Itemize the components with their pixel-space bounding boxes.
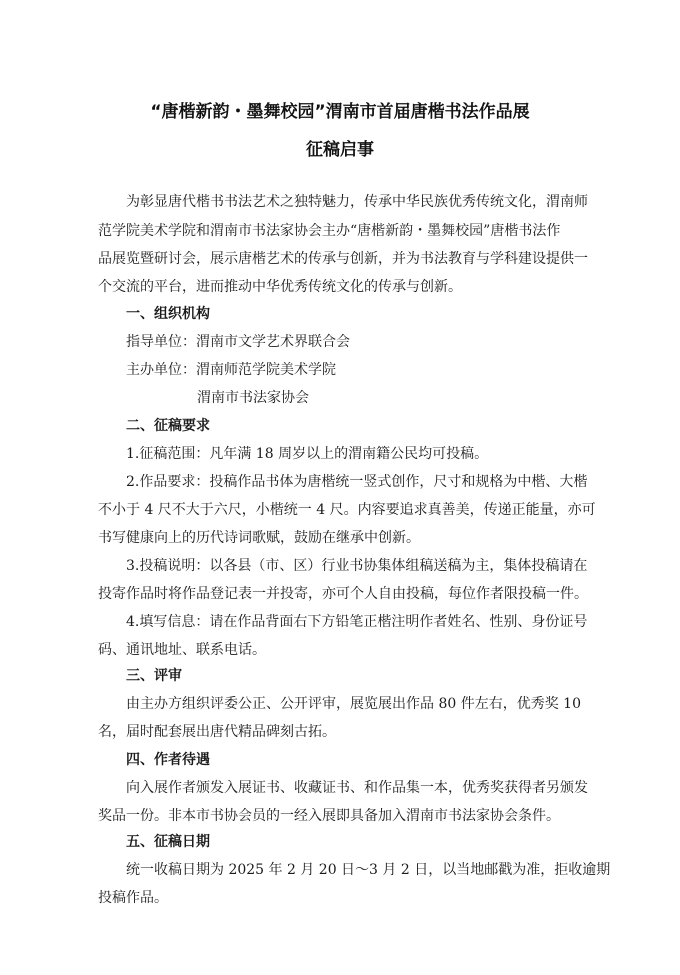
section-line: 书写健康向上的历代诗词歌赋，鼓励在继承中创新。 — [98, 530, 420, 546]
intro-line: 品展览暨研讨会，展示唐楷艺术的传承与创新，并为书法教育与学科建设提供一 — [98, 251, 588, 267]
section-line: 2.作品要求：投稿作品书体为唐楷统一竖式创作，尺寸和规格为中楷、大楷 — [126, 474, 588, 490]
section-line: 奖品一份。非本市书协会员的一经入展即具备加入渭南市书法家协会条件。 — [98, 808, 560, 824]
intro-line: 为彰显唐代楷书书法艺术之独特魅力，传承中华民族优秀传统文化，渭南师 — [126, 194, 588, 210]
section-line: 名，届时配套展出唐代精品碑刻古拓。 — [98, 724, 336, 740]
section-heading-review: 三、评审 — [126, 668, 182, 684]
section-line: 4.填写信息：请在作品背面右下方铅笔正楷注明作者姓名、性别、身份证号 — [126, 614, 588, 630]
section-line: 统一收稿日期为 2025 年 2 月 20 日～3 月 2 日，以当地邮戳为准，拒收逾期 — [126, 862, 611, 878]
section-line: 投稿作品。 — [98, 890, 168, 906]
section-line: 3.投稿说明：以各县（市、区）行业书协集体组稿送稿为主，集体投稿请在 — [126, 558, 588, 574]
section-line: 由主办方组织评委公正、公开评审，展览展出作品 80 件左右，优秀奖 10 — [126, 696, 581, 712]
section-heading-requirements: 二、征稿要求 — [126, 418, 210, 434]
section-heading-organization: 一、组织机构 — [126, 306, 210, 322]
section-line: 1.征稿范围：凡年满 18 周岁以上的渭南籍公民均可投稿。 — [126, 446, 489, 462]
section-line: 主办单位：渭南师范学院美术学院 — [126, 362, 336, 378]
intro-line: 范学院美术学院和渭南市书法家协会主办“唐楷新韵・墨舞校园”唐楷书法作 — [98, 223, 561, 239]
document-subtitle: 征稿启事 — [306, 140, 374, 160]
section-line: 向入展作者颁发入展证书、收藏证书、和作品集一本，优秀奖获得者另颁发 — [126, 780, 588, 796]
section-line: 不小于 4 尺不大于六尺，小楷统一 4 尺。内容要追求真善美，传递正能量，亦可 — [98, 502, 596, 518]
section-heading-author-benefits: 四、作者待遇 — [126, 752, 210, 768]
section-line: 指导单位：渭南市文学艺术界联合会 — [126, 334, 350, 350]
section-heading-deadline: 五、征稿日期 — [126, 834, 210, 850]
section-line: 投寄作品时将作品登记表一并投寄，亦可个人自由投稿，每位作者限投稿一件。 — [98, 586, 588, 602]
section-line: 渭南市书法家协会 — [197, 390, 309, 406]
section-line: 码、通讯地址、联系电话。 — [98, 642, 266, 658]
document-title: “唐楷新韵・墨舞校园”渭南市首届唐楷书法作品展 — [150, 102, 530, 122]
intro-line: 个交流的平台，进而推动中华优秀传统文化的传承与创新。 — [98, 279, 462, 295]
